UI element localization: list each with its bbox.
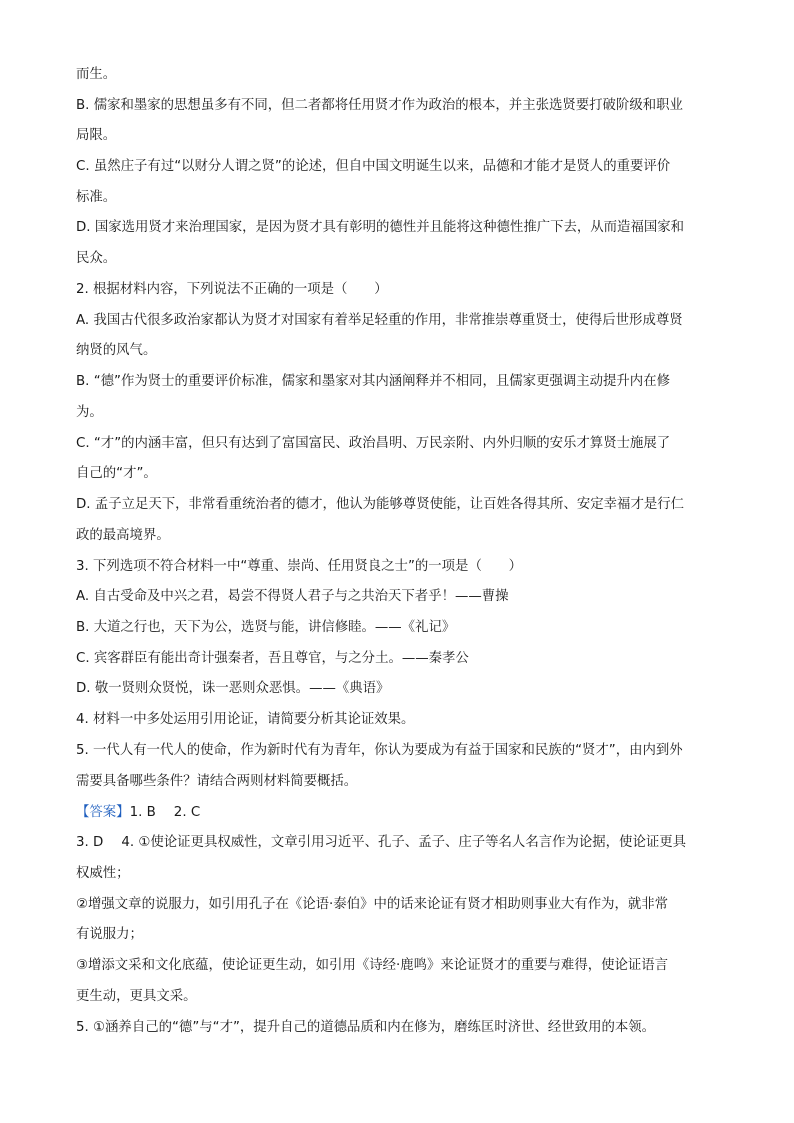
option-b-line: B. 儒家和墨家的思想虽多有不同，但二者都将任用贤才作为政治的根本，并主张选贤要打破阶级和职业 (76, 98, 683, 113)
text-line: 需要具备哪些条件？请结合两则材料简要概括。 (76, 774, 358, 789)
q2-option-a: A. 我国古代很多政治家都认为贤才对国家有着举足轻重的作用，非常推崇尊重贤士，使得后世形成尊贤 (76, 313, 683, 328)
answer-3-4-line (76, 834, 726, 852)
q2-option-b: B. “德”作为贤士的重要评价标准，儒家和墨家对其内涵阐释并不相同，且儒家更强调主动提升内在修 (76, 374, 670, 389)
answer-2: 2. C (173, 805, 201, 820)
q3-option-a: A. 自古受命及中兴之君，曷尝不得贤人君子与之共治天下者乎！——曹操 (76, 589, 509, 604)
text-line: 自己的“才”。 (76, 466, 157, 481)
answer-4-point-3: ③增添文采和文化底蕴，使论证更生动，如引用《诗经·鹿鸣》来论证贤才的重要与难得，使论证语言 (76, 958, 669, 973)
answer-line (76, 804, 726, 822)
question-3: 3. 下列选项不符合材料一中“尊重、崇尚、任用贤良之士”的一项是（ ） (76, 559, 523, 574)
q2-option-c: C. “才”的内涵丰富，但只有达到了富国富民、政治昌明、万民亲附、内外归顺的安乐才算贤士施展了 (76, 436, 671, 451)
q2-option-d: D. 孟子立足天下，非常看重统治者的德才，他认为能够尊贤使能，让百姓各得其所、安定幸福才是行仁 (76, 497, 685, 512)
answer-3: 3. D (76, 835, 104, 850)
question-4: 4. 材料一中多处运用引用论证，请简要分析其论证效果。 (76, 712, 415, 727)
text-line: 纳贤的风气。 (76, 343, 157, 358)
text-line: 民众。 (76, 251, 117, 266)
option-d-line: D. 国家选用贤才来治理国家，是因为贤才具有彰明的德性并且能将这种德性推广下去，从而造福国家和 (76, 220, 685, 235)
text-line: 有说服力； (76, 927, 143, 942)
text-line: 而生。 (76, 67, 117, 82)
text-line: 标准。 (76, 190, 117, 205)
answer-1: 1. B (129, 805, 156, 820)
q3-option-b: B. 大道之行也，天下为公，选贤与能，讲信修睦。——《礼记》 (76, 620, 456, 635)
text-line: 更生动，更具文采。 (76, 989, 197, 1004)
question-2: 2. 根据材料内容，下列说法不正确的一项是（ ） (76, 282, 388, 297)
question-5: 5. 一代人有一代人的使命，作为新时代有为青年，你认为要成为有益于国家和民族的“贤才”，由内到外 (76, 743, 683, 758)
text-line: 政的最高境界。 (76, 528, 170, 543)
answer-4: 4. ①使论证更具权威性，文章引用习近平、孔子、孟子、庄子等名人名言作为论据，使论证更具 (121, 835, 687, 850)
text-line: 为。 (76, 405, 103, 420)
text-line: 权威性； (76, 866, 130, 881)
q3-option-c: C. 宾客群臣有能出奇计强秦者，吾且尊官，与之分土。——秦孝公 (76, 651, 469, 666)
text-line: 局限。 (76, 128, 117, 143)
q3-option-d: D. 敬一贤则众贤悦，诛一恶则众恶惧。——《典语》 (76, 681, 390, 696)
option-c-line: C. 虽然庄子有过“以财分人谓之贤”的论述，但自中国文明诞生以来，品德和才能才是贤人的重要评价 (76, 159, 671, 174)
answer-4-point-2: ②增强文章的说服力，如引用孔子在《论语·泰伯》中的话来论证有贤才相助则事业大有作为，就非常 (76, 897, 669, 912)
answer-tag: 【答案】 (76, 805, 130, 820)
answer-5: 5. ①涵养自己的“德”与“才”，提升自己的道德品质和内在修为，磨练匡时济世、经世致用的本领。 (76, 1020, 656, 1035)
